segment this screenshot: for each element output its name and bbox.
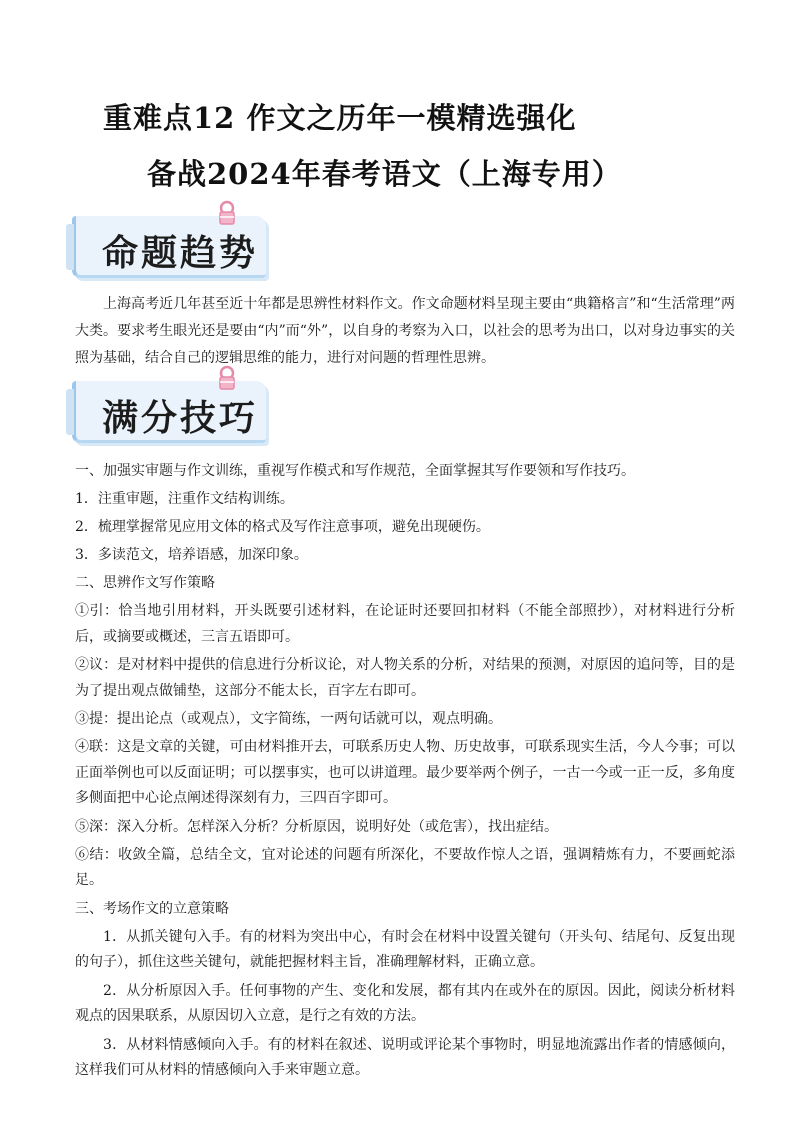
list-item: 2．梳理掌握常见应用文体的格式及写作注意事项，避免出现硬伤。 [75, 519, 490, 535]
document-subtitle: 备战2024年春考语文（上海专用） [147, 157, 622, 191]
section-heading-2: 二、思辨作文写作策略 [75, 575, 215, 591]
list-item: ⑥结：收敛全篇，总结全文，宜对论述的问题有所深化，不要故作惊人之语，强调精炼有力，不要画蛇添足。 [75, 846, 735, 888]
section-banner-tips [72, 381, 266, 443]
binder-clip-icon [214, 365, 240, 391]
section-heading-3: 三、考场作文的立意策略 [75, 900, 229, 917]
section-heading: 满分技巧 [102, 397, 259, 439]
list-item: ④联：这是文章的关键，可由材料推开去，可联系历史人物、历史故事，可联系现实生活，今人今事；可以正面举例也可以反面证明；可以摆事实，也可以讲道理。最少要举两个例子，一古一今或一正一反，多角度多侧面把中心论点阐述得深刻有力，三四百字即可。 [75, 739, 735, 806]
tips-content [75, 459, 735, 1087]
list-item: 3．多读范文，培养语感，加深印象。 [75, 547, 308, 563]
document-title: 重难点12 作文之历年一模精选强化 [103, 101, 577, 135]
section-heading: 命题趋势 [102, 232, 259, 274]
list-item: 1．注重审题，注重作文结构训练。 [75, 491, 294, 507]
binder-clip-icon [214, 200, 240, 226]
section-banner-trend [72, 216, 266, 278]
list-item: ②议：是对材料中提供的信息进行分析议论，对人物关系的分析，对结果的预测，对原因的追问等，目的是为了提出观点做铺垫，这部分不能太长，百字左右即可。 [75, 657, 735, 699]
list-item: 3．从材料情感倾向入手。有的材料在叙述、说明或评论某个事物时，明显地流露出作者的情感倾向，这样我们可从材料的情感倾向入手来审题立意。 [75, 1036, 735, 1078]
list-item: ⑤深：深入分析。怎样深入分析？分析原因，说明好处（或危害），找出症结。 [75, 818, 558, 835]
list-item: ①引：恰当地引用材料，开头既要引述材料，在论证时还要回扣材料（不能全部照抄），对材料进行分析后，或摘要或概述，三言五语即可。 [75, 603, 735, 645]
list-item: ③提：提出论点（或观点），文字简练，一两句话就可以，观点明确。 [75, 711, 502, 727]
list-item: 2．从分析原因入手。任何事物的产生、变化和发展，都有其内在或外在的原因。因此，阅读分析材料观点的因果联系，从原因切入立意，是行之有效的方法。 [75, 982, 735, 1024]
section-heading-1: 一、加强实审题与作文训练，重视写作模式和写作规范，全面掌握其写作要领和写作技巧。 [75, 463, 635, 479]
list-item: 1．从抓关键句入手。有的材料为突出中心，有时会在材料中设置关键句（开头句、结尾句、反复出现的句子），抓住这些关键句，就能把握材料主旨，准确理解材料，正确立意。 [75, 928, 735, 970]
intro-paragraph: 上海高考近几年甚至近十年都是思辨性材料作文。作文命题材料呈现主要由“典籍格言”和“生活常理”两大类。要求考生眼光还是要由“内”而“外”，以自身的考察为入口，以社会的思考为出口，以对身边事实的关照为基础，结合自己的逻辑思维的能力，进行对问题的哲理性思辨。 [75, 296, 735, 366]
